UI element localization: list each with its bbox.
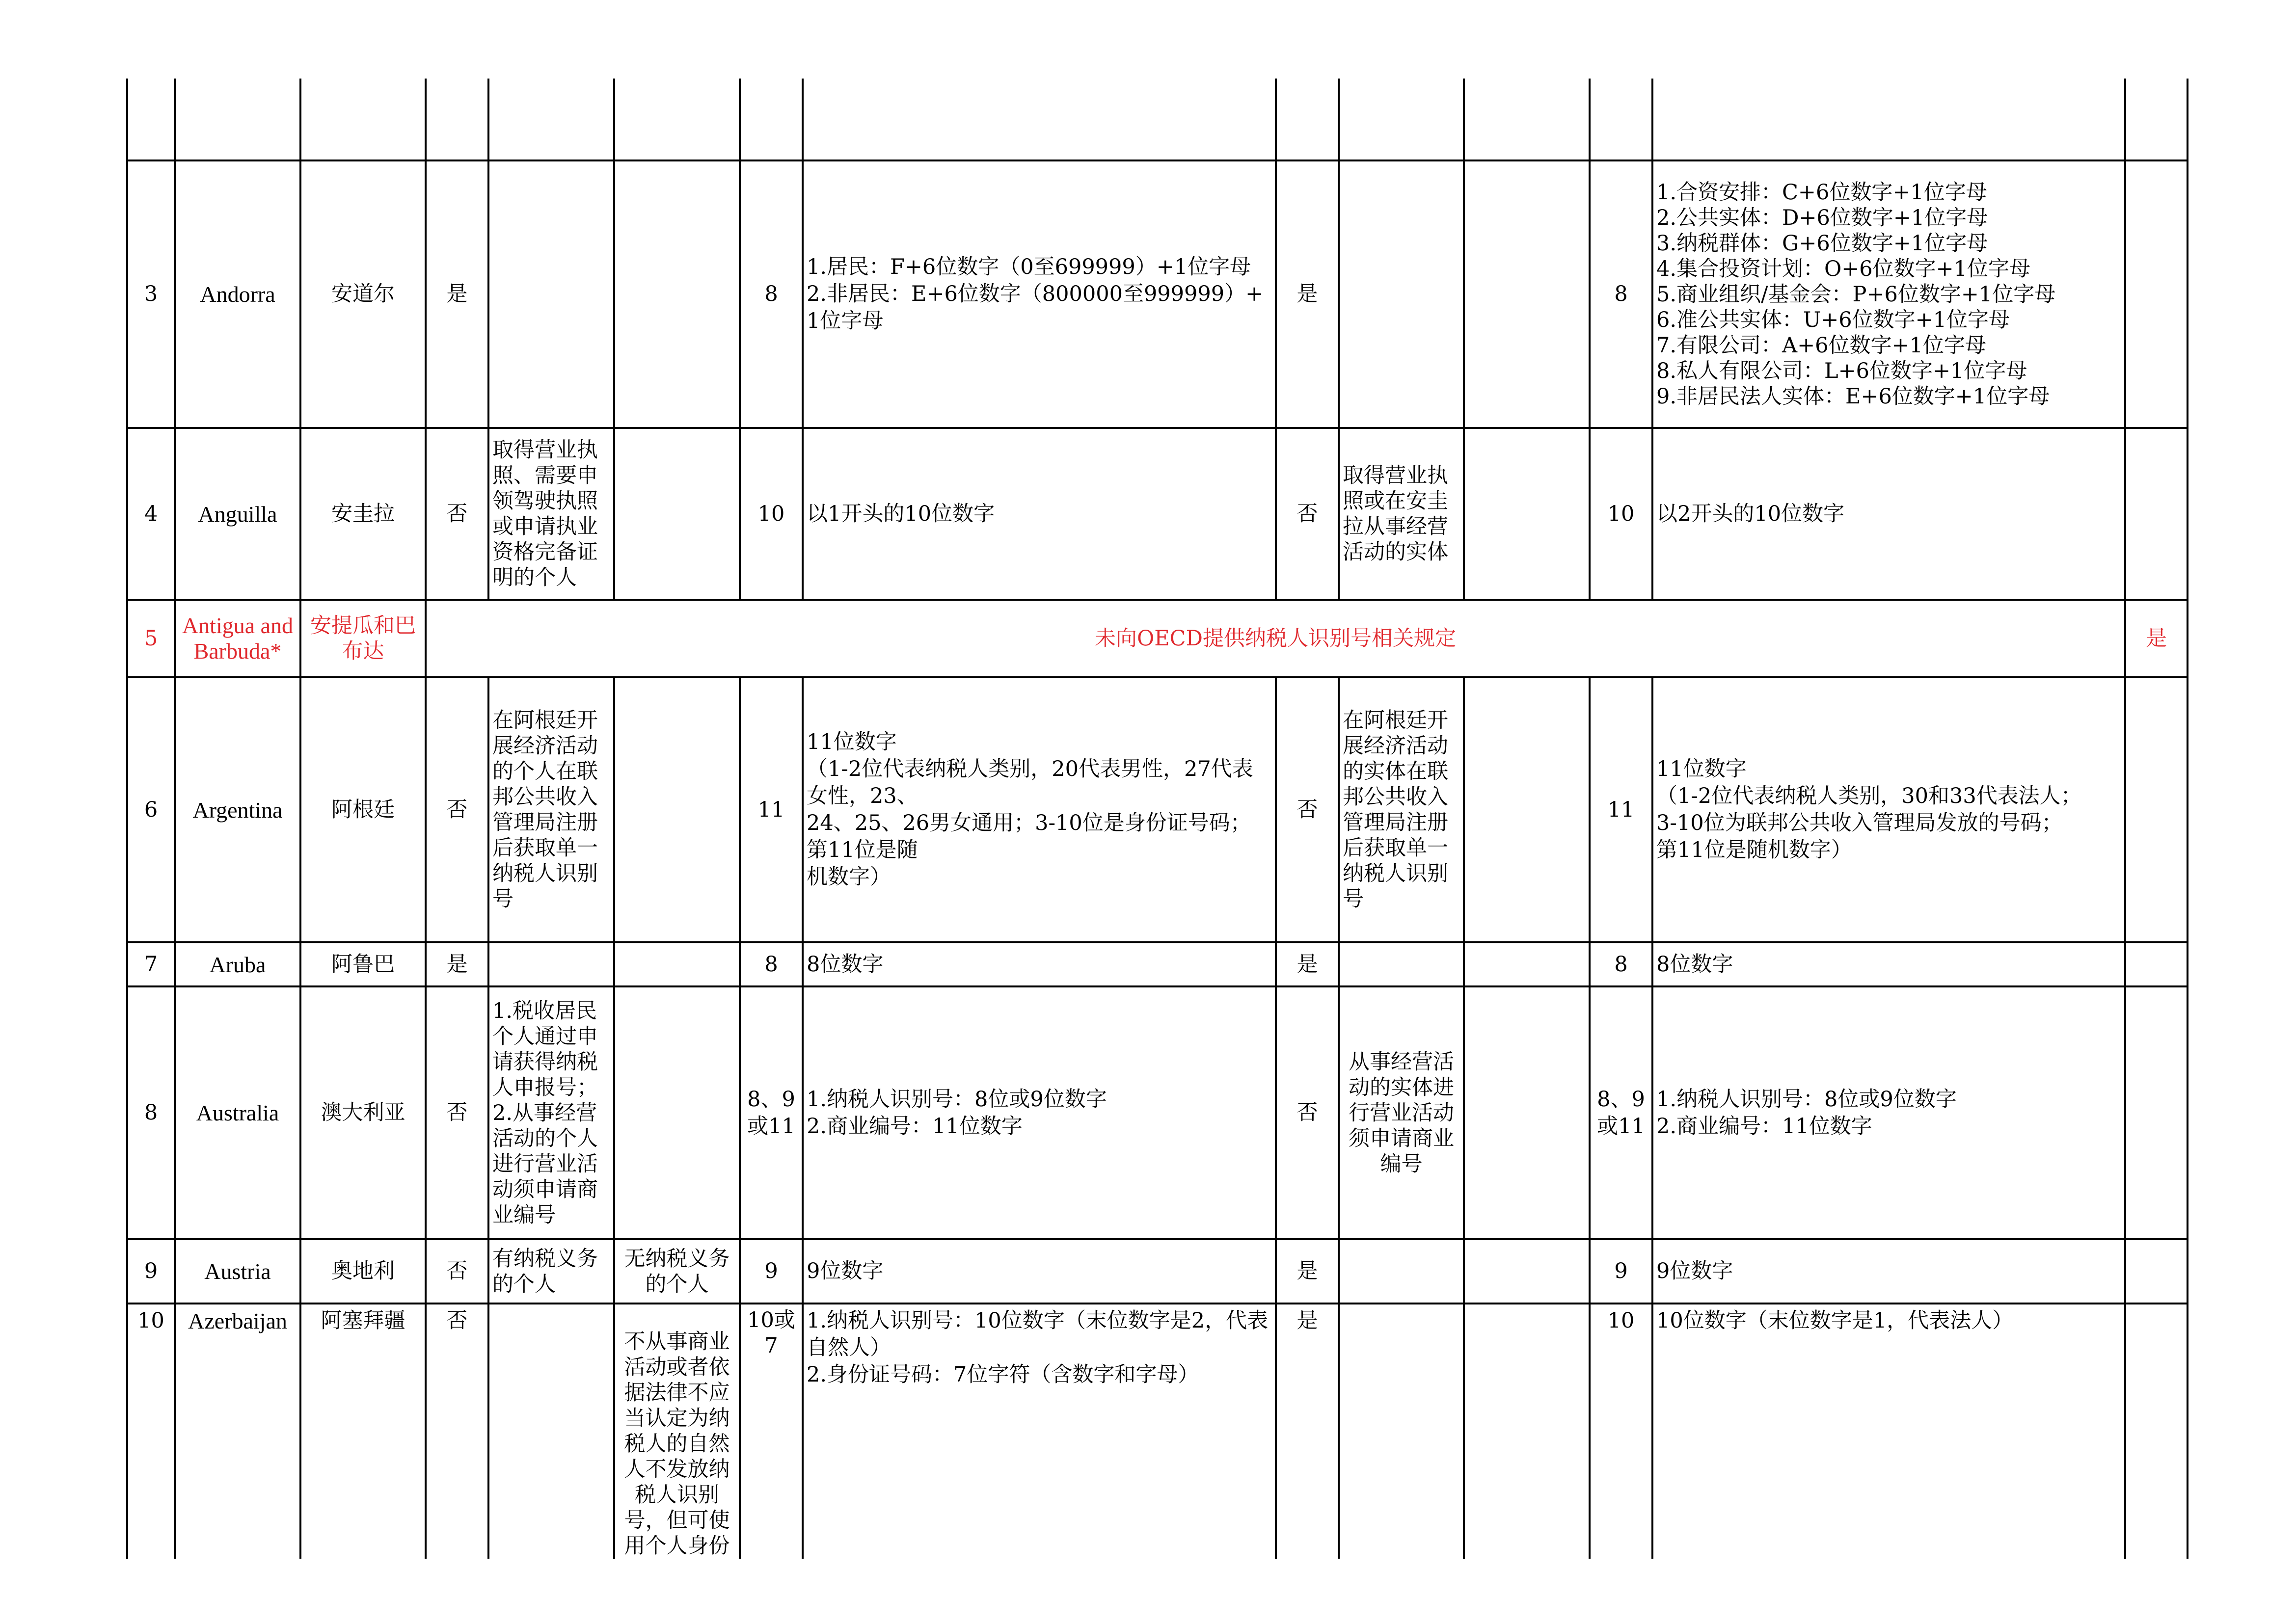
remark <box>2125 428 2188 600</box>
individual-tin-flag: 否 <box>426 677 488 942</box>
individual-tin-format: 9位数字 <box>803 1239 1276 1304</box>
country-chinese: 澳大利亚 <box>300 986 426 1239</box>
individual-tin-not-issued <box>614 986 740 1239</box>
table-row <box>127 428 2188 600</box>
entity-tin-not-issued <box>1464 986 1590 1239</box>
individual-tin-issued-to: 在阿根廷开展经济活动的个人在联邦公共收入管理局注册后获取单一纳税人识别号 <box>488 677 614 942</box>
country-english: Antigua and Barbuda* <box>175 600 300 677</box>
country-chinese: 安圭拉 <box>300 428 426 600</box>
entity-tin-not-issued <box>1464 428 1590 600</box>
entity-tin-format: 10位数字（末位数字是1，代表法人） <box>1652 1304 2125 1559</box>
entity-tin-not-issued <box>1464 1304 1590 1559</box>
entity-tin-issued-to <box>1339 1239 1464 1304</box>
country-chinese: 阿根廷 <box>300 677 426 942</box>
tin-rules-table <box>126 79 2188 1559</box>
individual-tin-not-issued <box>614 160 740 428</box>
individual-tin-format: 1.居民：F+6位数字（0至699999）+1位字母 2.非居民：E+6位数字（800000至999999）+1位字母 <box>803 160 1276 428</box>
entity-tin-digits: 8 <box>1590 942 1652 986</box>
country-chinese: 安提瓜和巴布达 <box>300 600 426 677</box>
entity-tin-flag: 是 <box>1276 1239 1339 1304</box>
entity-tin-format: 11位数字 （1-2位代表纳税人类别，30和33代表法人； 3-10位为联邦公共收入管理局发放的号码； 第11位是随机数字） <box>1652 677 2125 942</box>
entity-tin-not-issued <box>1464 160 1590 428</box>
cell <box>426 79 488 160</box>
individual-tin-issued-to: 有纳税义务的个人 <box>488 1239 614 1304</box>
cell <box>175 79 300 160</box>
country-english: Aruba <box>175 942 300 986</box>
individual-tin-flag: 否 <box>426 986 488 1239</box>
individual-tin-format: 1.纳税人识别号：10位数字（末位数字是2，代表自然人） 2.身份证号码：7位字符（含数字和字母） <box>803 1304 1276 1559</box>
country-english: Azerbaijan <box>175 1304 300 1559</box>
country-english: Australia <box>175 986 300 1239</box>
entity-tin-format: 1.纳税人识别号：8位或9位数字 2.商业编号：11位数字 <box>1652 986 2125 1239</box>
individual-tin-issued-to <box>488 1304 614 1559</box>
cell <box>1590 79 1652 160</box>
row-number: 4 <box>127 428 175 600</box>
table-row-continuation <box>127 79 2188 160</box>
entity-tin-format: 1.合资安排：C+6位数字+1位字母 2.公共实体：D+6位数字+1位字母 3.纳税群体：G+6位数字+1位字母 4.集合投资计划：O+6位数字+1位字母 5.商业组织/基金会：P+6位数字+1位字母 6.准公共实体：U+6位数字+1位字母 7.有限公司：A+6位数字+1位字母 8.私人有限公司：L+6位数字+1位字母 9.非居民法人实体：E+6位数字+1位字母 <box>1652 160 2125 428</box>
individual-tin-not-issued <box>614 428 740 600</box>
entity-tin-issued-to: 从事经营活动的实体进行营业活动须申请商业编号 <box>1339 986 1464 1239</box>
entity-tin-not-issued <box>1464 942 1590 986</box>
remark <box>2125 1304 2188 1559</box>
cell <box>740 79 803 160</box>
individual-tin-issued-to: 1.税收居民个人通过申请获得纳税人申报号； 2.从事经营活动的个人进行营业活动须申请商业编号 <box>488 986 614 1239</box>
entity-tin-digits: 11 <box>1590 677 1652 942</box>
entity-tin-issued-to: 在阿根廷开展经济活动的实体在联邦公共收入管理局注册后获取单一纳税人识别号 <box>1339 677 1464 942</box>
row-number: 8 <box>127 986 175 1239</box>
individual-tin-flag: 是 <box>426 160 488 428</box>
individual-tin-flag: 否 <box>426 428 488 600</box>
entity-tin-flag: 否 <box>1276 986 1339 1239</box>
entity-tin-issued-to <box>1339 160 1464 428</box>
entity-tin-not-issued <box>1464 677 1590 942</box>
individual-tin-issued-to: 取得营业执照、需要申领驾驶执照或申请执业资格完备证明的个人 <box>488 428 614 600</box>
table-row <box>127 942 2188 986</box>
cell <box>1339 79 1464 160</box>
cell <box>127 79 175 160</box>
entity-tin-issued-to <box>1339 1304 1464 1559</box>
remark <box>2125 160 2188 428</box>
cell <box>488 79 614 160</box>
individual-tin-not-issued: 不从事商业活动或者依据法律不应当认定为纳税人的自然人不发放纳税人识别号，但可使用个人身份 <box>614 1304 740 1559</box>
table-row-highlighted <box>127 600 2188 677</box>
entity-tin-format: 以2开头的10位数字 <box>1652 428 2125 600</box>
cell <box>300 79 426 160</box>
country-english: Argentina <box>175 677 300 942</box>
individual-tin-flag: 是 <box>426 942 488 986</box>
individual-tin-digits: 8、9或11 <box>740 986 803 1239</box>
entity-tin-digits: 10 <box>1590 428 1652 600</box>
table-row <box>127 1239 2188 1304</box>
individual-tin-issued-to <box>488 942 614 986</box>
table-row <box>127 1304 2188 1559</box>
entity-tin-flag: 是 <box>1276 942 1339 986</box>
individual-tin-format: 11位数字 （1-2位代表纳税人类别，20代表男性，27代表女性，23、 24、25、26男女通用；3-10位是身份证号码；第11位是随 机数字） <box>803 677 1276 942</box>
individual-tin-flag: 否 <box>426 1304 488 1559</box>
country-english: Austria <box>175 1239 300 1304</box>
country-english: Andorra <box>175 160 300 428</box>
remark: 是 <box>2125 600 2188 677</box>
tin-table-sheet <box>126 79 2188 1559</box>
cell <box>614 79 740 160</box>
entity-tin-digits: 9 <box>1590 1239 1652 1304</box>
entity-tin-flag: 否 <box>1276 677 1339 942</box>
entity-tin-issued-to <box>1339 942 1464 986</box>
cell <box>1652 79 2125 160</box>
country-english: Anguilla <box>175 428 300 600</box>
table-row <box>127 677 2188 942</box>
remark <box>2125 1239 2188 1304</box>
table-row <box>127 160 2188 428</box>
individual-tin-not-issued <box>614 677 740 942</box>
entity-tin-flag: 是 <box>1276 160 1339 428</box>
individual-tin-digits: 11 <box>740 677 803 942</box>
row-number: 6 <box>127 677 175 942</box>
entity-tin-digits: 8 <box>1590 160 1652 428</box>
row-number: 7 <box>127 942 175 986</box>
merged-note: 未向OECD提供纳税人识别号相关规定 <box>426 600 2125 677</box>
remark <box>2125 986 2188 1239</box>
individual-tin-digits: 10 <box>740 428 803 600</box>
individual-tin-not-issued <box>614 942 740 986</box>
entity-tin-digits: 10 <box>1590 1304 1652 1559</box>
individual-tin-digits: 10或7 <box>740 1304 803 1559</box>
remark <box>2125 942 2188 986</box>
entity-tin-format: 9位数字 <box>1652 1239 2125 1304</box>
cell <box>1464 79 1590 160</box>
individual-tin-flag: 否 <box>426 1239 488 1304</box>
country-chinese: 安道尔 <box>300 160 426 428</box>
entity-tin-flag: 是 <box>1276 1304 1339 1559</box>
individual-tin-format: 1.纳税人识别号：8位或9位数字 2.商业编号：11位数字 <box>803 986 1276 1239</box>
individual-tin-format: 以1开头的10位数字 <box>803 428 1276 600</box>
country-chinese: 阿塞拜疆 <box>300 1304 426 1559</box>
individual-tin-digits: 9 <box>740 1239 803 1304</box>
individual-tin-digits: 8 <box>740 160 803 428</box>
entity-tin-not-issued <box>1464 1239 1590 1304</box>
row-number: 10 <box>127 1304 175 1559</box>
entity-tin-format: 8位数字 <box>1652 942 2125 986</box>
individual-tin-not-issued: 无纳税义务的个人 <box>614 1239 740 1304</box>
country-chinese: 奥地利 <box>300 1239 426 1304</box>
entity-tin-flag: 否 <box>1276 428 1339 600</box>
entity-tin-issued-to: 取得营业执照或在安圭拉从事经营活动的实体 <box>1339 428 1464 600</box>
country-chinese: 阿鲁巴 <box>300 942 426 986</box>
entity-tin-digits: 8、9或11 <box>1590 986 1652 1239</box>
row-number: 9 <box>127 1239 175 1304</box>
cell <box>1276 79 1339 160</box>
table-row <box>127 986 2188 1239</box>
row-number: 5 <box>127 600 175 677</box>
cell <box>2125 79 2188 160</box>
remark <box>2125 677 2188 942</box>
cell <box>803 79 1276 160</box>
individual-tin-issued-to <box>488 160 614 428</box>
individual-tin-format: 8位数字 <box>803 942 1276 986</box>
row-number: 3 <box>127 160 175 428</box>
individual-tin-digits: 8 <box>740 942 803 986</box>
